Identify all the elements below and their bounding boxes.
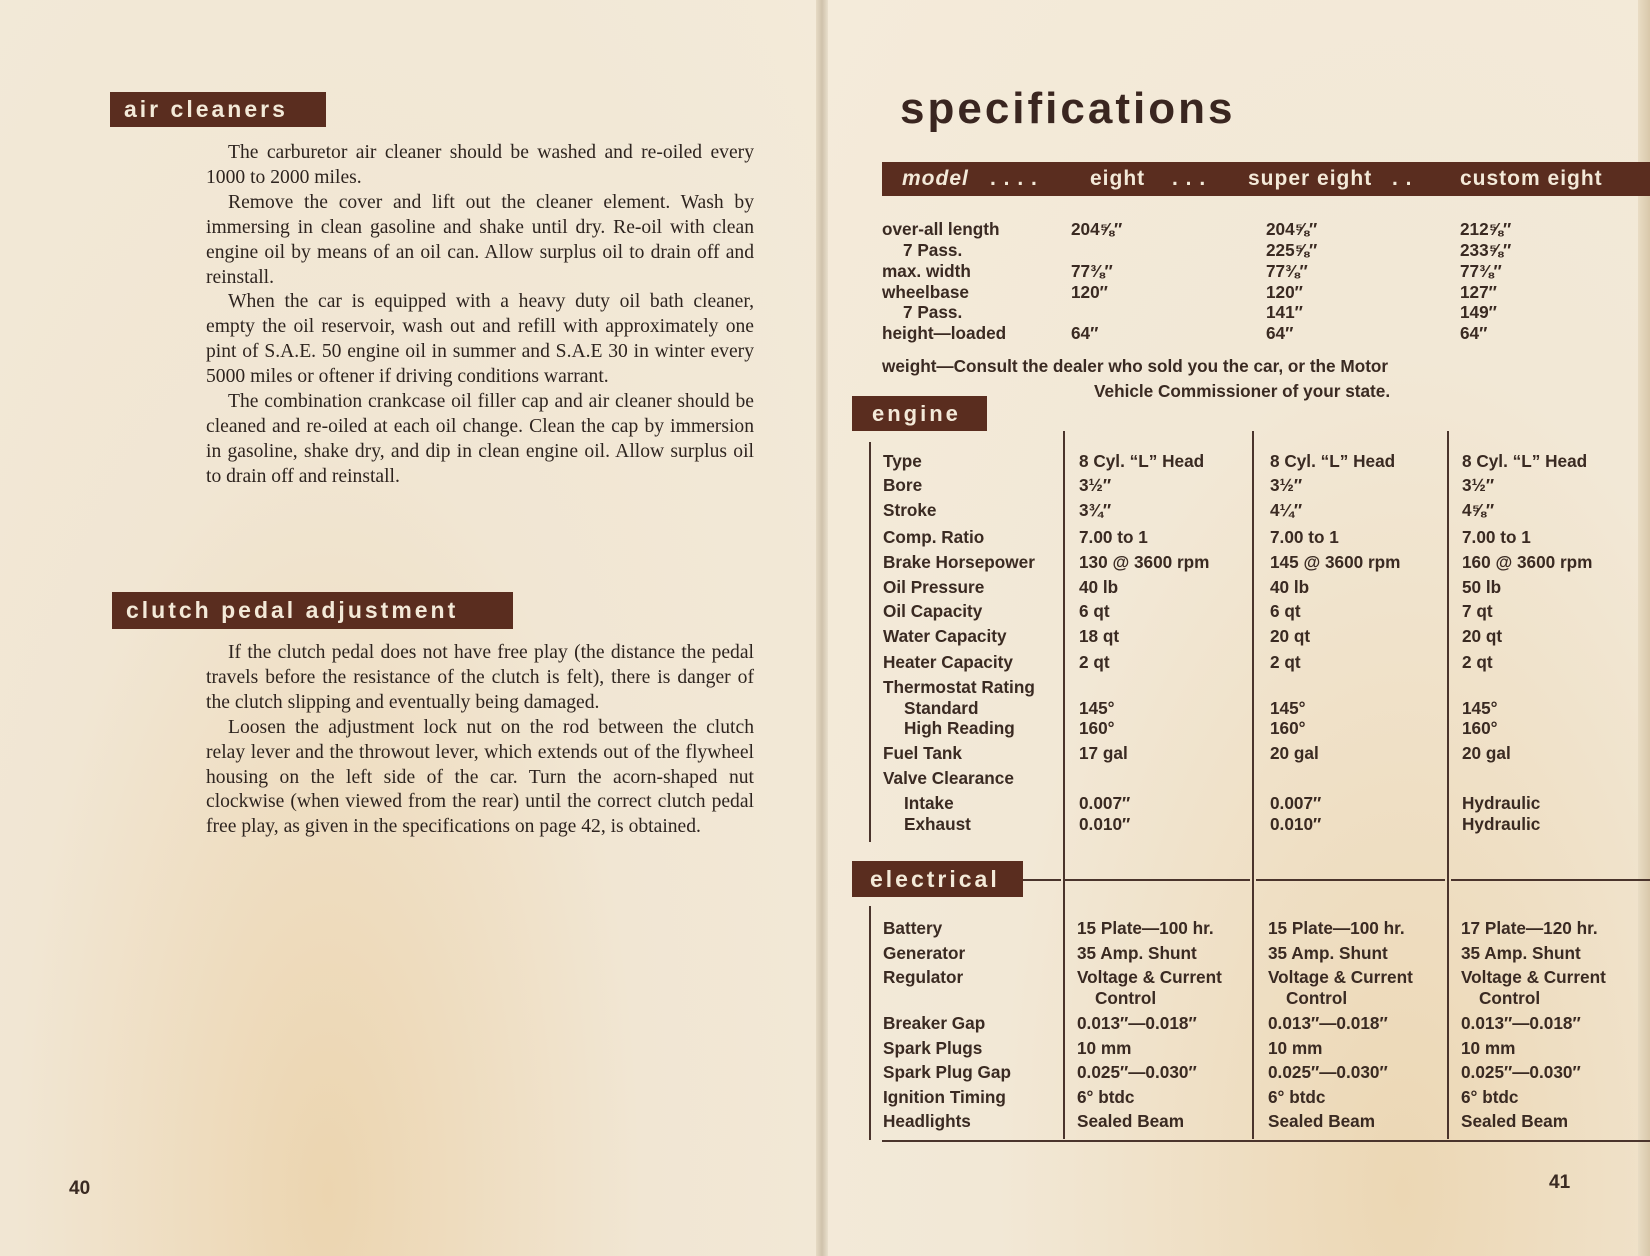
spec-value: 160°: [1270, 717, 1306, 738]
spec-value: 6° btdc: [1077, 1087, 1135, 1108]
spec-value: Hydraulic: [1462, 792, 1541, 813]
spec-value: 3¾″: [1079, 500, 1112, 521]
spec-label: High Reading: [904, 717, 1015, 738]
spec-value: 8 Cyl. “L” Head: [1270, 450, 1396, 471]
spec-value: 3½″: [1462, 474, 1495, 495]
spec-value: 3½″: [1079, 474, 1112, 495]
column-rule: [1447, 431, 1449, 1139]
spec-label: Generator: [883, 943, 966, 964]
spec-label: 7 Pass.: [903, 302, 963, 323]
spec-value: 15 Plate—100 hr.: [1077, 917, 1214, 938]
section-heading-electrical: electrical: [852, 861, 1023, 897]
weight-note-2: Vehicle Commissioner of your state.: [1094, 381, 1391, 401]
spec-value: 0.007″: [1079, 792, 1131, 813]
spec-label: Brake Horsepower: [883, 551, 1035, 572]
spec-value: Voltage & Current: [1461, 967, 1606, 988]
spec-value: 35 Amp. Shunt: [1077, 943, 1197, 964]
spec-value: 50 lb: [1462, 577, 1502, 598]
row-rule: [1451, 879, 1650, 881]
row-rule: [1023, 879, 1061, 881]
spec-label: Standard: [904, 697, 979, 718]
spec-label: Bore: [883, 474, 923, 495]
spec-value: 10 mm: [1077, 1037, 1132, 1058]
spec-value: 7.00 to 1: [1462, 526, 1531, 547]
section-heading-air-cleaners: air cleaners: [110, 92, 326, 127]
spec-value: 18 qt: [1079, 626, 1120, 647]
page-number: 41: [1549, 1172, 1571, 1193]
spec-label: Breaker Gap: [883, 1012, 986, 1033]
spec-label: Water Capacity: [883, 626, 1007, 647]
spec-value: 2 qt: [1462, 651, 1493, 672]
table-rule: [869, 442, 871, 842]
spec-value: 6 qt: [1270, 601, 1301, 622]
spec-value: 120″: [1266, 282, 1303, 303]
spec-label: Spark Plug Gap: [883, 1061, 1011, 1082]
spec-label: Intake: [904, 792, 954, 813]
spec-value: 0.025″—0.030″: [1077, 1061, 1197, 1082]
spec-value: 77⅜″: [1071, 261, 1113, 282]
spec-value: Control: [1286, 988, 1348, 1009]
spec-value: 64″: [1266, 323, 1294, 344]
spec-label: Thermostat Rating: [883, 676, 1035, 697]
spec-value: 10 mm: [1461, 1037, 1516, 1058]
spec-label: Comp. Ratio: [883, 526, 985, 547]
dots: . .: [1392, 167, 1413, 190]
spec-value: 204⅝″: [1071, 219, 1123, 240]
spec-value: 64″: [1460, 323, 1488, 344]
spec-label: Heater Capacity: [883, 651, 1013, 672]
spec-value: 64″: [1071, 323, 1099, 344]
spec-value: 0.007″: [1270, 792, 1322, 813]
spec-value: 6 qt: [1079, 601, 1110, 622]
spec-value: 10 mm: [1268, 1037, 1323, 1058]
table-rule: [869, 906, 871, 1140]
clutch-text: [206, 641, 754, 840]
spec-label: Valve Clearance: [883, 768, 1014, 789]
dots: . . . .: [990, 167, 1038, 190]
model-eight: eight: [1090, 167, 1146, 190]
spec-label: wheelbase: [882, 282, 969, 303]
spec-value: 120″: [1071, 282, 1108, 303]
spec-value: Sealed Beam: [1077, 1111, 1185, 1132]
spec-value: Control: [1479, 988, 1541, 1009]
spec-value: 204⅝″: [1266, 219, 1318, 240]
spec-value: 149″: [1460, 302, 1497, 323]
spec-value: 35 Amp. Shunt: [1461, 943, 1581, 964]
paragraph: The combination crankcase oil filler cap and air cleaner should be cleaned and re-oiled at each oil change. Clean the cap by immersion in gasoline, shake dry, and dip in clean engine oil. Allow surplus oil to drain off and reinstall.: [206, 391, 754, 487]
spec-value: 233⅝″: [1460, 240, 1512, 261]
section-heading-clutch-pedal-adjustment: clutch pedal adjustment: [112, 592, 513, 629]
spec-value: 40 lb: [1079, 577, 1119, 598]
spec-value: 2 qt: [1270, 651, 1301, 672]
section-heading-engine: engine: [852, 396, 987, 431]
spec-value: 0.010″: [1079, 813, 1131, 834]
spec-value: 4¼″: [1270, 500, 1303, 521]
spec-value: 20 qt: [1462, 626, 1503, 647]
spec-label: Spark Plugs: [883, 1037, 983, 1058]
spec-value: 8 Cyl. “L” Head: [1462, 450, 1588, 471]
spec-value: 20 qt: [1270, 626, 1311, 647]
spec-value: 0.013″—0.018″: [1461, 1012, 1581, 1033]
spec-label: Battery: [883, 917, 943, 938]
model-super-eight: super eight: [1248, 167, 1373, 190]
spec-label: height—loaded: [882, 323, 1007, 344]
spec-value: 145°: [1079, 697, 1115, 718]
spec-value: 20 gal: [1270, 743, 1319, 764]
spec-value: 6° btdc: [1268, 1087, 1326, 1108]
air-cleaners-text: [206, 141, 754, 490]
spec-value: 145 @ 3600 rpm: [1270, 551, 1401, 572]
spec-value: 40 lb: [1270, 577, 1310, 598]
spec-value: Sealed Beam: [1268, 1111, 1376, 1132]
spec-label: max. width: [882, 261, 971, 282]
model-label: model: [902, 167, 969, 190]
spec-value: 0.013″—0.018″: [1268, 1012, 1388, 1033]
spec-value: 160°: [1462, 717, 1498, 738]
dots: . . .: [1172, 167, 1207, 190]
spec-value: 6° btdc: [1461, 1087, 1519, 1108]
page-title: specifications: [900, 84, 1236, 133]
spec-label: Oil Capacity: [883, 601, 983, 622]
spec-value: 141″: [1266, 302, 1303, 323]
spec-value: 7.00 to 1: [1079, 526, 1148, 547]
spec-value: 160°: [1079, 717, 1115, 738]
paragraph: The carburetor air cleaner should be washed and re-oiled every 1000 to 2000 miles.: [206, 142, 754, 188]
paragraph: If the clutch pedal does not have free play (the distance the pedal travels before the resistance of the clutch is felt), there is danger of the clutch slipping and eventually being damaged.: [206, 642, 754, 713]
spec-label: Type: [883, 450, 922, 471]
spec-value: 3½″: [1270, 474, 1303, 495]
spec-value: 8 Cyl. “L” Head: [1079, 450, 1205, 471]
paragraph: Loosen the adjustment lock nut on the rod between the clutch relay lever and the throwout lever, which extends out of the flywheel housing on the left side of the car. Turn the acorn-shaped nut clockwise (when viewed from the rear) until the correct clutch pedal free play, as given in the specifications on page 42, is obtained.: [206, 716, 754, 838]
spec-label: Ignition Timing: [883, 1087, 1006, 1108]
spec-value: 145°: [1270, 697, 1306, 718]
spec-value: 0.025″—0.030″: [1268, 1061, 1388, 1082]
spec-label: Stroke: [883, 500, 937, 521]
spec-value: 212⅝″: [1460, 219, 1512, 240]
model-custom-eight: custom eight: [1460, 167, 1603, 190]
paragraph: When the car is equipped with a heavy duty oil bath cleaner, empty the oil reservoir, wash out and refill with approximately one pint of S.A.E. 50 engine oil in summer and S.A.E 30 in winter every 5000 miles or oftener if driving conditions warrant.: [206, 291, 754, 388]
spec-value: 7.00 to 1: [1270, 526, 1339, 547]
spec-value: Hydraulic: [1462, 813, 1541, 834]
spec-value: 160 @ 3600 rpm: [1462, 551, 1593, 572]
spec-value: 225⅝″: [1266, 240, 1318, 261]
paragraph: Remove the cover and lift out the cleaner element. Wash by immersing in clean gasoline and shake until dry. Re-oil with clean engine oil by means of an oil can. Allow surplus oil to drain off and reinstall.: [206, 191, 754, 288]
spec-value: 127″: [1460, 282, 1497, 303]
weight-note: weight—Consult the dealer who sold you the car, or the Motor: [882, 356, 1389, 376]
model-header-bar: [882, 162, 1650, 196]
spec-label: Fuel Tank: [883, 743, 962, 764]
spec-value: 4⅝″: [1462, 500, 1495, 521]
column-rule: [1252, 431, 1254, 1139]
spec-value: 7 qt: [1462, 601, 1493, 622]
book-spine: [816, 0, 828, 1256]
spec-value: 35 Amp. Shunt: [1268, 943, 1388, 964]
spec-value: Voltage & Current: [1268, 967, 1413, 988]
spec-label: Exhaust: [904, 813, 971, 834]
spec-value: 15 Plate—100 hr.: [1268, 917, 1405, 938]
spec-value: 0.025″—0.030″: [1461, 1061, 1581, 1082]
spec-value: 2 qt: [1079, 651, 1110, 672]
spec-value: 0.013″—0.018″: [1077, 1012, 1197, 1033]
spec-value: 145°: [1462, 697, 1498, 718]
row-rule: [1065, 879, 1250, 881]
spec-value: 77⅜″: [1266, 261, 1308, 282]
spec-value: 17 gal: [1079, 743, 1128, 764]
spec-label: 7 Pass.: [903, 240, 963, 261]
row-rule: [1256, 879, 1445, 881]
spec-label: Regulator: [883, 967, 964, 988]
spec-value: 130 @ 3600 rpm: [1079, 551, 1210, 572]
spec-label: over-all length: [882, 219, 1000, 240]
spec-value: Sealed Beam: [1461, 1111, 1569, 1132]
spec-value: Control: [1095, 988, 1157, 1009]
spec-value: Voltage & Current: [1077, 967, 1222, 988]
spec-label: Headlights: [883, 1111, 971, 1132]
spec-value: 17 Plate—120 hr.: [1461, 917, 1598, 938]
column-rule: [1063, 431, 1065, 1139]
spec-label: Oil Pressure: [883, 577, 985, 598]
spec-value: 20 gal: [1462, 743, 1511, 764]
spec-value: 77⅜″: [1460, 261, 1502, 282]
table-bottom-rule: [882, 1140, 1650, 1142]
spec-value: 0.010″: [1270, 813, 1322, 834]
page-number: 40: [69, 1178, 91, 1199]
